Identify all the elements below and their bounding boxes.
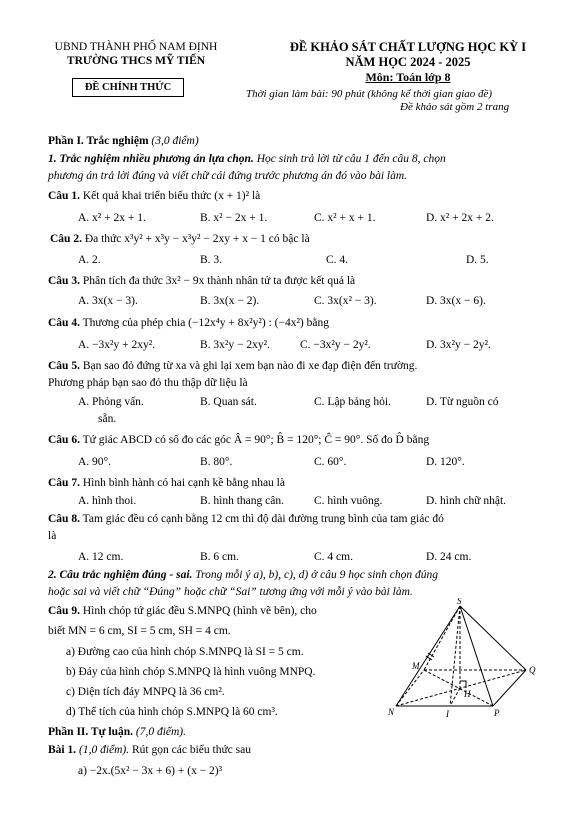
official-label: ĐỀ CHÍNH THỨC [72, 78, 184, 97]
part1-title: Phần I. Trắc nghiệm [48, 135, 152, 147]
q6-option-a: A. 90°. [78, 456, 112, 468]
q4-option-b: B. 3x²y − 2xy². [200, 339, 270, 351]
part1-heading [48, 134, 199, 148]
q8-option-b: B. 6 cm. [200, 551, 239, 563]
section2-instruction: Trong mỗi ý a), b), c), d) ở câu 9 học sinh chọn đúng [192, 569, 439, 581]
bai1-text: Rút gọn các biểu thức sau [129, 744, 251, 756]
q1-option-a: A. x² + 2x + 1. [78, 212, 146, 224]
question-text: Đa thức x³y² + x³y − x³y² − 2xy + x − 1 có bậc là [81, 233, 310, 245]
school-name: TRƯỜNG THCS MỸ TIẾN [66, 55, 206, 67]
label-m: M [412, 661, 420, 671]
question-label: Câu 4. [48, 317, 80, 329]
question-label: Câu 5. [48, 360, 80, 372]
exam-title-block [258, 40, 558, 84]
question-3 [48, 274, 355, 288]
q5-option-a: A. Phỏng vấn. [78, 396, 144, 408]
q9-item-d: d) Thể tích của hình chóp S.MNPQ là 60 cm³. [66, 706, 278, 718]
part2-title: Phần II. Tự luận. [48, 726, 133, 738]
section1-instruction-cont: phương án trả lời đúng và viết chữ cái đứng trước phương án đó vào bài làm. [48, 170, 408, 182]
part2-points: (7,0 điểm). [133, 726, 187, 738]
question-text: Kết quả khai triển biểu thức (x + 1)² là [79, 190, 261, 202]
q5-option-d: D. Từ nguồn có [426, 396, 499, 408]
q7-option-c: C. hình vuông. [314, 495, 383, 507]
question-4 [48, 316, 329, 330]
question-text: Hình chóp tứ giác đều S.MNPQ (hình vẽ bên), cho [79, 605, 317, 617]
question-9 [48, 604, 317, 618]
question-2 [50, 232, 310, 246]
q6-option-b: B. 80°. [200, 456, 233, 468]
q6-option-d: D. 120°. [426, 456, 465, 468]
edge-pq [493, 670, 526, 706]
section1-title: 1. Trắc nghiệm nhiều phương án lựa chọn. [48, 153, 254, 165]
q2-option-c: C. 4. [326, 254, 349, 266]
pages-note: Đề khảo sát gồm 2 trang [400, 101, 510, 113]
subject: Môn: Toán lớp 8 [365, 70, 451, 84]
label-s: S [457, 598, 462, 606]
q9-item-b: b) Đáy của hình chóp S.MNPQ là hình vuông MNPQ. [66, 666, 316, 678]
q2-option-b: B. 3. [200, 254, 223, 266]
label-i: I [446, 709, 449, 719]
q5-option-a-cont: sẵn. [98, 413, 117, 425]
q5-option-c: C. Lập bảng hỏi. [314, 396, 391, 408]
question-label: Câu 9. [48, 605, 80, 617]
school-header [36, 40, 236, 68]
q9-item-a: a) Đường cao của hình chóp S.MNPQ là SI = 5 cm. [66, 646, 304, 658]
section2-instruction-cont: hoặc sai và viết chữ “Đúng” hoặc chữ “Sai” tương ứng với mỗi ý vào bài làm. [48, 586, 413, 598]
question-text: Thương của phép chia (−12x⁴y + 8x²y²) : (−4x²) bằng [79, 317, 329, 329]
question-7 [48, 476, 285, 490]
q1-option-b: B. x² − 2x + 1. [200, 212, 268, 224]
section2-intro [48, 568, 438, 582]
q4-option-d: D. 3x²y − 2y². [426, 339, 491, 351]
time-note: Thời gian làm bài: 90 phút (không kể thời gian giao đề) [246, 88, 493, 100]
question-6 [48, 433, 429, 447]
question-label: Câu 3. [48, 275, 80, 287]
question-text: Tam giác đều có cạnh bằng 12 cm thì độ dài đường trung bình của tam giác đó [79, 513, 444, 525]
bai1-label: Bài 1. [48, 744, 77, 756]
question-text: Tứ giác ABCD có số đo các góc Â = 90°; B̂ = 120°; Ĉ = 90°. Số đo D̂ bằng [79, 434, 430, 446]
q1-option-c: C. x² + x + 1. [314, 212, 376, 224]
bai1-heading [48, 743, 251, 757]
school-year: NĂM HỌC 2024 - 2025 [345, 55, 471, 69]
question-label: Câu 8. [48, 513, 80, 525]
edge-sq [460, 606, 526, 670]
question-5 [48, 359, 417, 373]
q8-option-a: A. 12 cm. [78, 551, 124, 563]
q4-option-a: A. −3x²y + 2xy². [78, 339, 156, 351]
label-q: Q [529, 665, 536, 675]
q8-option-c: C. 4 cm. [314, 551, 353, 563]
question-label: Câu 6. [48, 434, 80, 446]
q3-option-d: D. 3x(x − 6). [426, 295, 486, 307]
section1-instruction: Học sinh trả lời từ câu 1 đến câu 8, chọn [253, 153, 446, 165]
q4-option-c: C. −3x²y − 2y². [300, 339, 371, 351]
question-9-given: biết MN = 6 cm, SI = 5 cm, SH = 4 cm. [48, 625, 231, 637]
q7-option-d: D. hình chữ nhật. [426, 495, 507, 507]
bai1-item-a: a) −2x.(5x² − 3x + 6) + (x − 2)³ [78, 765, 223, 777]
label-h: H [464, 689, 471, 699]
exam-title: ĐỀ KHẢO SÁT CHẤT LƯỢNG HỌC KỲ I [289, 40, 527, 54]
q9-item-c: c) Diện tích đáy MNPQ là 36 cm². [66, 686, 225, 698]
label-n: N [388, 707, 395, 717]
question-8-cont: là [48, 530, 57, 542]
q3-option-a: A. 3x(x − 3). [78, 295, 138, 307]
label-p: P [494, 708, 500, 718]
part1-points: (3,0 điểm) [151, 135, 199, 147]
q3-option-b: B. 3x(x − 2). [200, 295, 260, 307]
section2-title: 2. Câu trắc nghiệm đúng - sai. [48, 569, 193, 581]
department-name: UBND THÀNH PHỐ NAM ĐỊNH [54, 41, 218, 53]
q2-option-d: D. 5. [466, 254, 489, 266]
bai1-points: (1,0 điểm). [76, 744, 130, 756]
question-text: Bạn sao đỏ đứng từ xa và ghi lại xem bạn nào đi xe đạp điện đến trường. [79, 360, 418, 372]
section1-intro [48, 152, 446, 166]
question-label: Câu 2. [50, 233, 82, 245]
q1-option-d: D. x² + 2x + 2. [426, 212, 494, 224]
q8-option-d: D. 24 cm. [426, 551, 472, 563]
question-8 [48, 512, 444, 526]
part2-heading [48, 725, 186, 739]
q5-option-b: B. Quan sát. [200, 396, 257, 408]
q6-option-c: C. 60°. [314, 456, 347, 468]
question-1 [48, 189, 260, 203]
question-text: Hình bình hành có hai cạnh kề bằng nhau là [79, 477, 285, 489]
q7-option-a: A. hình thoi. [78, 495, 137, 507]
question-label: Câu 7. [48, 477, 80, 489]
pyramid-figure [388, 598, 538, 720]
question-text: Phân tích đa thức 3x² − 9x thành nhân tử ta được kết quả là [79, 275, 356, 287]
question-label: Câu 1. [48, 190, 80, 202]
q3-option-c: C. 3x(x² − 3). [314, 295, 377, 307]
q7-option-b: B. hình thang cân. [200, 495, 284, 507]
q2-option-a: A. 2. [78, 254, 101, 266]
edge-sm [424, 606, 460, 670]
question-5-cont: Phương pháp bạn sao đỏ thu thập dữ liệu là [48, 377, 248, 389]
edge-nm [396, 670, 424, 706]
